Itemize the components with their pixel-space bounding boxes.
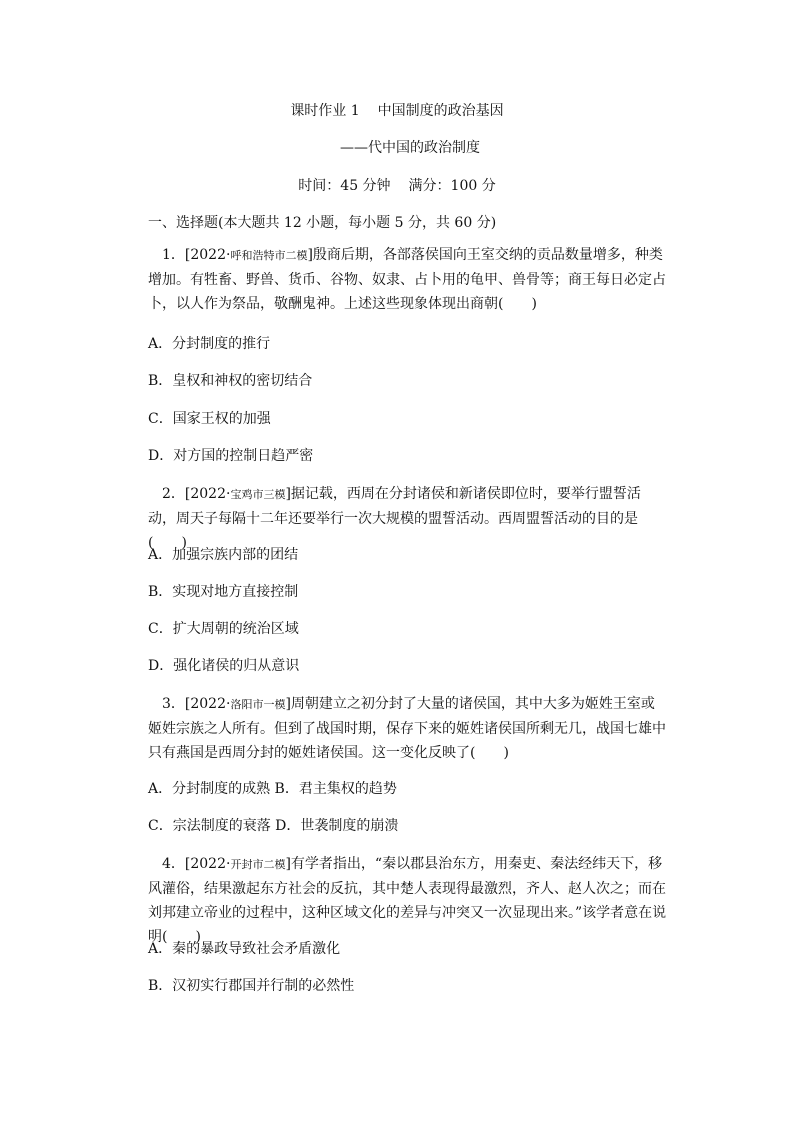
exam-meta [0,175,794,195]
question-4 [148,852,668,949]
question-number: 3．[2022· [162,696,231,712]
section-heading: 一、选择题(本大题共 12 小题，每小题 5 分，共 60 分) [148,215,497,231]
full-score: 满分：100 分 [408,178,496,194]
question-number: 2．[2022· [162,486,231,502]
option-1c: C．国家王权的加强 [148,411,271,427]
option-1b: B．皇权和神权的密切结合 [148,373,313,389]
option-3ab: A．分封制度的成熟 B．君主集权的趋势 [148,781,397,797]
question-source: 呼和浩特市二模 [230,249,308,262]
question-source: 开封市二模 [230,858,286,871]
title-topic: 中国制度的政治基因 [377,103,504,119]
question-text: ]殷商后期，各部落侯国向王室交纳的贡品数量增多，种类增加。有牲畜、野兽、货币、谷物、奴隶、占卜用的龟甲、兽骨等；商王每日必定占卜，以人作为祭品，敬酬鬼神。上述这些现象体现出商朝( ) [148,247,666,312]
option-3cd: C．宗法制度的衰落 D．世袭制度的崩溃 [148,818,399,834]
question-source: 洛阳市一模 [230,698,286,711]
page-title [0,100,794,120]
question-text: ]有学者指出，“秦以郡县治东方，用秦吏、秦法经纬天下，移风灌俗，结果激起东方社会的反抗，其中楚人表现得最激烈，齐人、赵人次之；而在刘邦建立帝业的过程中，这种区域文化的差异与冲突又一次显现出来。”该学者意在说明( ) [148,856,667,945]
question-text: ]据记载，西周在分封诸侯和新诸侯即位时，要举行盟誓活动，周天子每隔十二年还要举行一次大规模的盟誓活动。西周盟誓活动的目的是( ) [148,486,641,551]
page-subtitle: ——代中国的政治制度 [340,140,480,156]
question-number: 4．[2022· [162,856,231,872]
question-text: ]周朝建立之初分封了大量的诸侯国，其中大多为姬姓王室或姬姓宗族之人所有。但到了战国时期，保存下来的姬姓诸侯国所剩无几，战国七雄中只有燕国是西周分封的姬姓诸侯国。这一变化反映了( ) [148,696,666,761]
option-1d: D．对方国的控制日趋严密 [148,448,314,464]
option-2a: A．加强宗族内部的团结 [148,547,299,563]
question-3 [148,692,668,765]
option-4b: B．汉初实行郡国并行制的必然性 [148,978,355,994]
title-work: 课时作业 1 [290,103,360,119]
option-2d: D．强化诸侯的归从意识 [148,658,300,674]
question-1 [148,243,668,316]
option-4a: A．秦的暴政导致社会矛盾激化 [148,941,341,957]
option-2b: B．实现对地方直接控制 [148,584,299,600]
question-number: 1．[2022· [162,247,231,263]
question-source: 宝鸡市三模 [230,488,286,501]
option-2c: C．扩大周朝的统治区域 [148,621,299,637]
time-limit: 时间：45 分钟 [298,178,391,194]
option-1a: A．分封制度的推行 [148,336,271,352]
